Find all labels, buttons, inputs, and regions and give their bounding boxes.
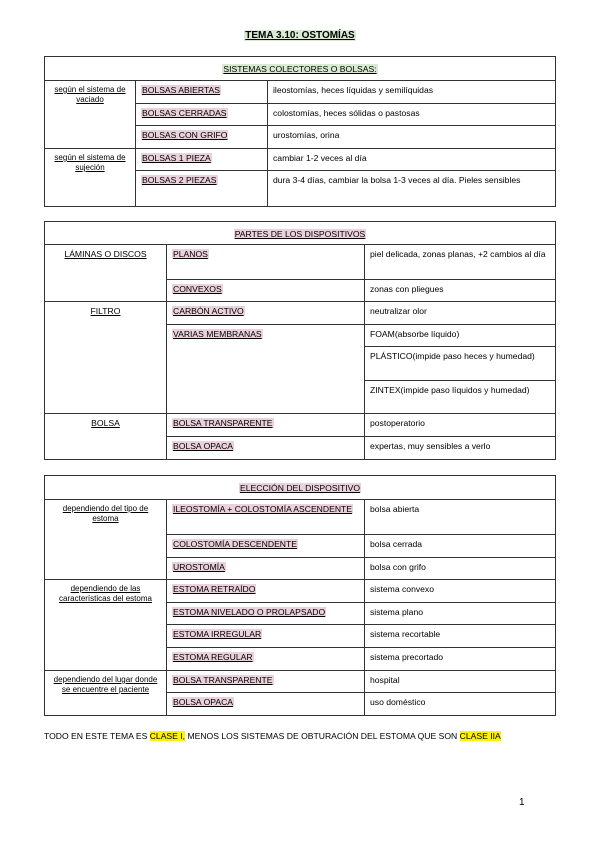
table-cell-desc: neutralizar olor: [365, 302, 556, 325]
group-label: según el sistema de sujeción: [45, 149, 136, 207]
footer-text: MENOS LOS SISTEMAS DE OBTURACIÓN DEL ESTOMA QUE SON: [185, 731, 460, 741]
table-cell-desc: ileostomías, heces líquidas y semilíquidas: [268, 81, 556, 104]
table-cell-desc: piel delicada, zonas planas, +2 cambios al día: [365, 245, 556, 280]
group-label: FILTRO: [45, 302, 167, 414]
table-cell-desc: uso doméstico: [365, 693, 556, 716]
footer-note: [44, 730, 559, 742]
footer-highlight: CLASE IIA: [459, 731, 501, 741]
table-cell-type: BOLSA OPACA: [167, 693, 365, 716]
group-label: dependiendo del tipo de estoma: [45, 500, 167, 580]
table-cell-type: BOLSAS CERRADAS: [136, 104, 268, 126]
table-cell-desc: FOAM(absorbe líquido): [365, 325, 556, 347]
table-cell-type: ESTOMA REGULAR: [167, 648, 365, 671]
table-cell-desc: urostomías, orina: [268, 126, 556, 149]
table-cell-type: ESTOMA NIVELADO O PROLAPSADO: [167, 603, 365, 625]
page-title: TEMA 3.10: OSTOMÍAS: [245, 30, 355, 41]
table-cell-desc: zonas con pliegues: [365, 280, 556, 302]
table-cell-type: BOLSA OPACA: [167, 437, 365, 460]
table-cell-desc: cambiar 1-2 veces al día: [268, 149, 556, 171]
table-cell-desc: sistema plano: [365, 603, 556, 625]
table-header: PARTES DE LOS DISPOSITIVOS: [45, 222, 556, 245]
group-label: dependiendo de las características del estoma: [45, 580, 167, 671]
table-cell-desc: sistema recortable: [365, 625, 556, 648]
table-eleccion-dispositivo: [44, 475, 556, 716]
table-cell-type: ESTOMA IRREGULAR: [167, 625, 365, 648]
table-cell-desc: ZINTEX(impide paso líquidos y humedad): [365, 381, 556, 414]
table-cell-type: CONVEXOS: [167, 280, 365, 302]
table-cell-type: ESTOMA RETRAÍDO: [167, 580, 365, 603]
table-cell-type: CARBÓN ACTIVO: [167, 302, 365, 325]
table-cell-type: UROSTOMÍA: [167, 558, 365, 580]
table-cell-desc: PLÁSTICO(impide paso heces y humedad): [365, 347, 556, 381]
table-sistemas-colectores: [44, 56, 556, 207]
table-cell-type: ILEOSTOMÍA + COLOSTOMÍA ASCENDENTE: [167, 500, 365, 535]
table-cell-type: COLOSTOMÍA DESCENDENTE: [167, 535, 365, 558]
table-cell-type: BOLSA TRANSPARENTE: [167, 671, 365, 693]
group-label: según el sistema de vaciado: [45, 81, 136, 149]
group-label: BOLSA: [45, 414, 167, 460]
table-cell-desc: dura 3-4 días, cambiar la bolsa 1-3 veces al día. Pieles sensibles: [268, 171, 556, 207]
footer-text: TODO EN ESTE TEMA ES: [44, 731, 150, 741]
table-cell-type: BOLSAS ABIERTAS: [136, 81, 268, 104]
table-cell-desc: sistema precortado: [365, 648, 556, 671]
table-cell-type: BOLSA TRANSPARENTE: [167, 414, 365, 437]
table-cell-desc: bolsa abierta: [365, 500, 556, 535]
table-header: ELECCIÓN DEL DISPOSITIVO: [45, 476, 556, 500]
group-label: dependiendo del lugar donde se encuentre el paciente: [45, 671, 167, 716]
table-partes-dispositivos: [44, 221, 556, 460]
table-cell-type: PLANOS: [167, 245, 365, 280]
table-cell-type: BOLSAS CON GRIFO: [136, 126, 268, 149]
table-cell-desc: colostomías, heces sólidas o pastosas: [268, 104, 556, 126]
table-cell-desc: expertas, muy sensibles a verlo: [365, 437, 556, 460]
footer-highlight: CLASE I,: [149, 731, 186, 741]
group-label: LÁMINAS O DISCOS: [45, 245, 167, 302]
table-cell-desc: sistema convexo: [365, 580, 556, 603]
table-cell-desc: hospital: [365, 671, 556, 693]
table-cell-type: VARIAS MEMBRANAS: [167, 325, 365, 414]
table-cell-desc: bolsa con grifo: [365, 558, 556, 580]
table-cell-desc: bolsa cerrada: [365, 535, 556, 558]
table-cell-desc: postoperatorio: [365, 414, 556, 437]
page-number: 1: [519, 797, 525, 808]
table-cell-type: BOLSAS 1 PIEZA: [136, 149, 268, 171]
table-header: SISTEMAS COLECTORES O BOLSAS:: [45, 57, 556, 81]
table-cell-type: BOLSAS 2 PIEZAS: [136, 171, 268, 207]
